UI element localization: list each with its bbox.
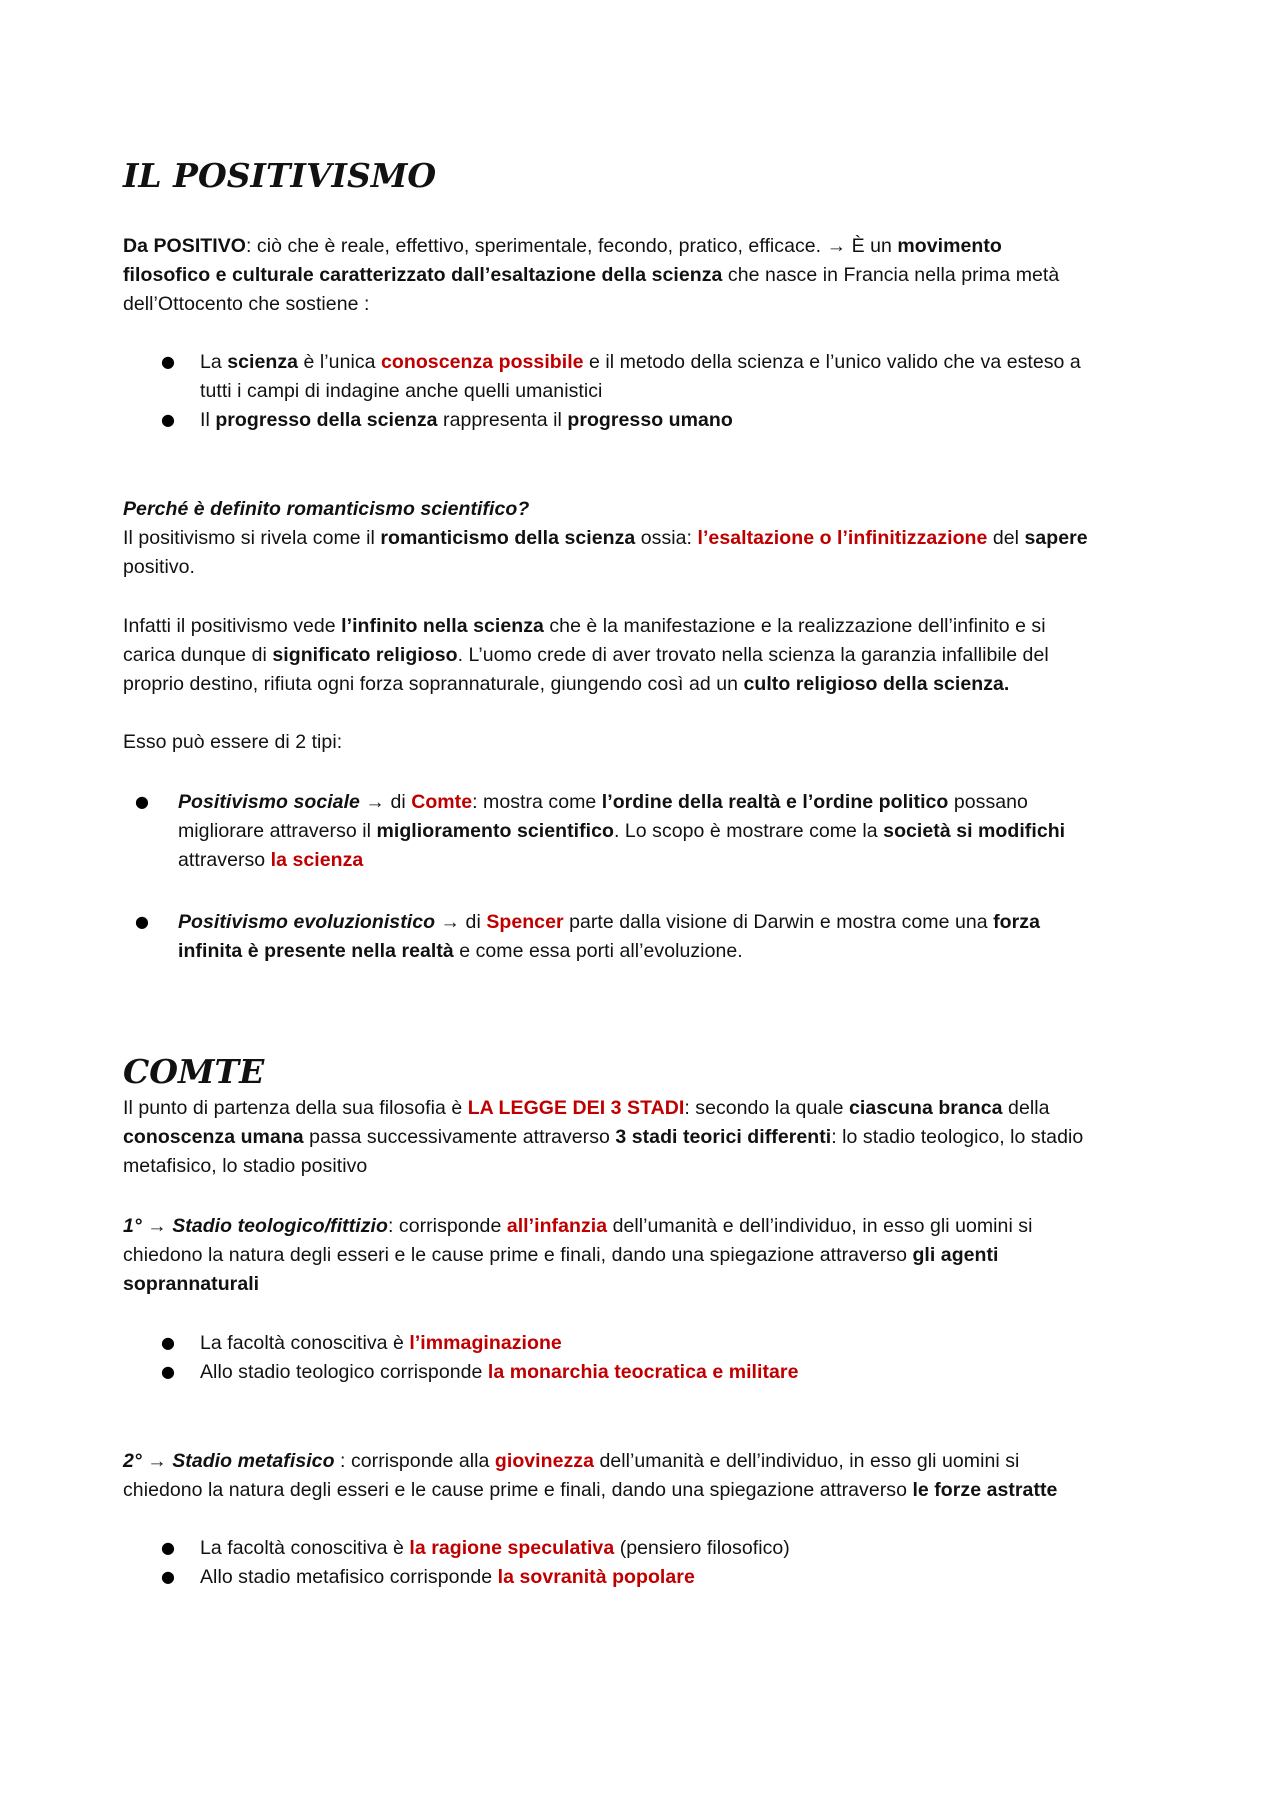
list-item-social: Positivismo sociale → di Comte: mostra come l’ordine della realtà e l’ordine politico possano bbox=[178, 791, 1028, 813]
bullet-icon: ● bbox=[161, 1567, 175, 1586]
stage1-line-3: soprannaturali bbox=[123, 1273, 260, 1295]
list-item: Il progresso della scienza rappresenta il progresso umano bbox=[200, 409, 733, 431]
bullet-icon: ● bbox=[161, 1333, 175, 1352]
intro-line-3: dell’Ottocento che sostiene : bbox=[123, 293, 370, 315]
bullet-icon: ● bbox=[161, 410, 175, 429]
list-item-continuation: attraverso la scienza bbox=[178, 849, 364, 871]
list-item-evolution: Positivismo evoluzionistico → di Spencer parte dalla visione di Darwin e mostra come una forza bbox=[178, 911, 1040, 933]
infinite-line-2: carica dunque di significato religioso. L’uomo crede di aver trovato nella scienza la garanzia infallibile del bbox=[123, 644, 1049, 666]
intro-line-2: filosofico e culturale caratterizzato dall’esaltazione della scienza che nasce in Francia nella prima metà bbox=[123, 264, 1060, 286]
list-item: La scienza è l’unica conoscenza possibile e il metodo della scienza e l’unico valido che va esteso a bbox=[200, 351, 1081, 373]
comte-heading: COMTE bbox=[123, 1052, 265, 1091]
infinite-line-1: Infatti il positivismo vede l’infinito nella scienza che è la manifestazione e la realizzazione dell’infinito e si bbox=[123, 615, 1046, 637]
comte-line-3: metafisico, lo stadio positivo bbox=[123, 1155, 368, 1177]
bullet-icon: ● bbox=[135, 912, 149, 931]
list-item: La facoltà conoscitiva è la ragione speculativa (pensiero filosofico) bbox=[200, 1537, 790, 1559]
term-positivo: Da POSITIVO bbox=[123, 235, 246, 257]
comte-line-1: Il punto di partenza della sua filosofia è LA LEGGE DEI 3 STADI: secondo la quale ciascuna branca della bbox=[123, 1097, 1050, 1119]
list-item-continuation: infinita è presente nella realtà e come essa porti all’evoluzione. bbox=[178, 940, 743, 962]
stage1-line-1: 1° → Stadio teologico/fittizio: corrisponde all’infanzia dell’umanità e dell’individuo, in esso gli uomini si bbox=[123, 1215, 1033, 1237]
intro-line-1: Da POSITIVO: ciò che è reale, effettivo, sperimentale, fecondo, pratico, efficace. → È un movimento bbox=[123, 235, 1002, 257]
romanticism-line-1: Il positivismo si rivela come il romanticismo della scienza ossia: l’esaltazione o l’infinitizzazione del sapere bbox=[123, 527, 1088, 549]
stage2-line-1: 2° → Stadio metafisico : corrisponde alla giovinezza dell’umanità e dell’individuo, in esso gli uomini si bbox=[123, 1450, 1020, 1472]
bullet-icon: ● bbox=[161, 1362, 175, 1381]
bullet-icon: ● bbox=[161, 352, 175, 371]
list-item: Allo stadio metafisico corrisponde la sovranità popolare bbox=[200, 1566, 695, 1588]
bullet-icon: ● bbox=[135, 792, 149, 811]
list-item: La facoltà conoscitiva è l’immaginazione bbox=[200, 1332, 562, 1354]
stage1-line-2: chiedono la natura degli esseri e le cause prime e finali, dando una spiegazione attraverso gli agenti bbox=[123, 1244, 999, 1266]
list-item-continuation: tutti i campi di indagine anche quelli umanistici bbox=[200, 380, 603, 402]
romanticism-line-2: positivo. bbox=[123, 556, 195, 578]
main-heading: IL POSITIVISMO bbox=[123, 156, 437, 195]
section-question: Perché è definito romanticismo scientifico? bbox=[123, 498, 530, 520]
infinite-line-3: proprio destino, rifiuta ogni forza soprannaturale, giungendo così ad un culto religioso della scienza. bbox=[123, 673, 1010, 695]
comte-line-2: conoscenza umana passa successivamente attraverso 3 stadi teorici differenti: lo stadio teologico, lo stadio bbox=[123, 1126, 1084, 1148]
list-item: Allo stadio teologico corrisponde la monarchia teocratica e militare bbox=[200, 1361, 799, 1383]
list-item-continuation: migliorare attraverso il miglioramento scientifico. Lo scopo è mostrare come la società si modifichi bbox=[178, 820, 1066, 842]
types-intro: Esso può essere di 2 tipi: bbox=[123, 731, 343, 753]
bullet-icon: ● bbox=[161, 1538, 175, 1557]
stage2-line-2: chiedono la natura degli esseri e le cause prime e finali, dando una spiegazione attraverso le forze astratte bbox=[123, 1479, 1058, 1501]
